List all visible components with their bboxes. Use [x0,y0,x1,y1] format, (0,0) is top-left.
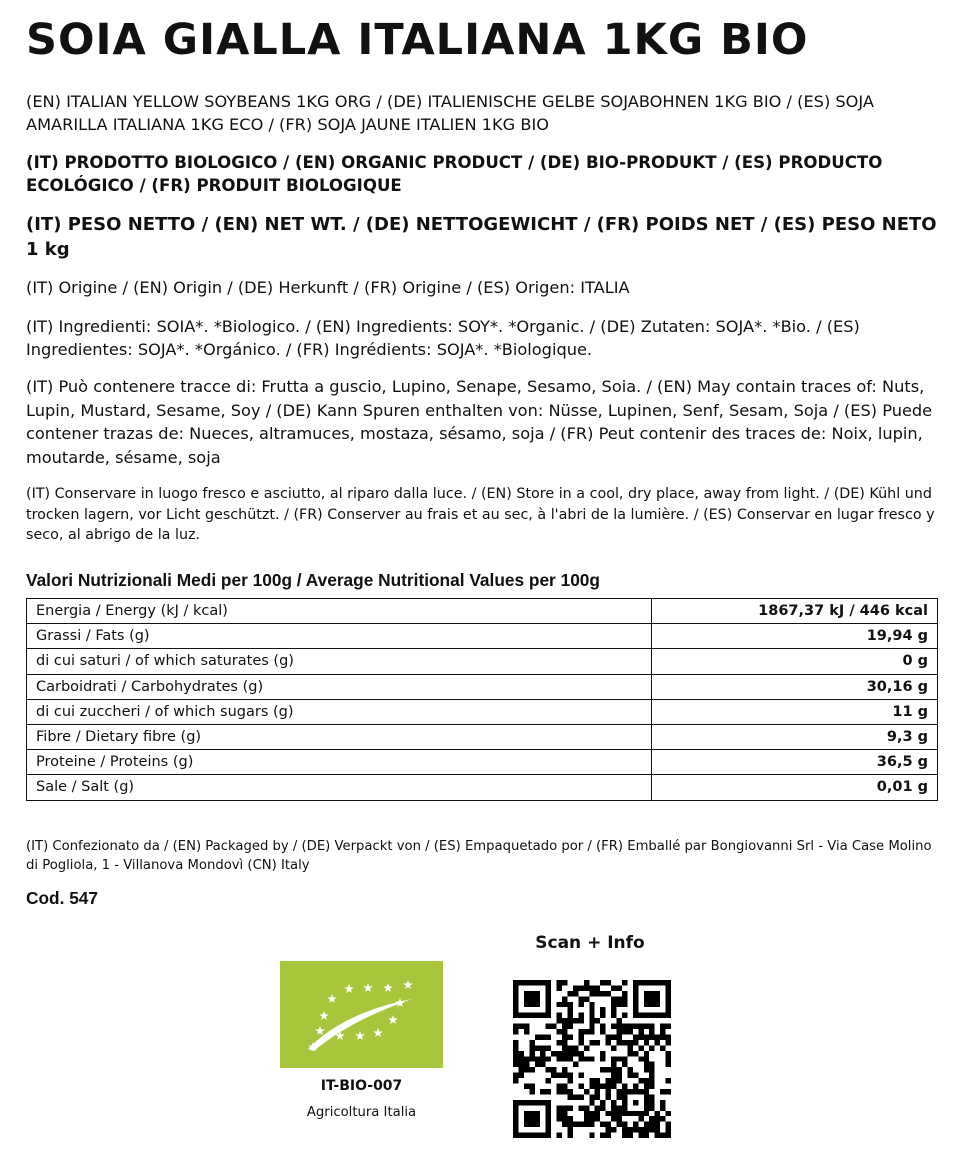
nutrient-label: Fibre / Dietary fibre (g) [27,724,652,749]
organic-statement: (IT) PRODOTTO BIOLOGICO / (EN) ORGANIC PRODUCT / (DE) BIO-PRODUKT / (ES) PRODUCTO ECOLÓGICO / (FR) PRODUIT BIOLOGIQUE [26,153,883,195]
certification-code: IT-BIO-007 [320,1078,403,1094]
table-row [27,649,938,674]
table-row [27,599,938,624]
net-weight: (IT) PESO NETTO / (EN) NET WT. / (DE) NETTOGEWICHT / (FR) POIDS NET / (ES) PESO NETO 1 kg [26,214,937,260]
nutrient-label: Carboidrati / Carbohydrates (g) [27,674,652,699]
nutrient-label: di cui zuccheri / of which sugars (g) [27,699,652,724]
nutrient-value: 30,16 g [652,674,938,699]
nutrient-label: Sale / Salt (g) [27,775,652,800]
nutrient-value: 0 g [652,649,938,674]
allergens: (IT) Può contenere tracce di: Frutta a guscio, Lupino, Senape, Sesamo, Soia. / (EN) May contain traces of: Nuts, Lupin, Mustard, Sesame, Soy / (DE) Kann Spuren enthalten von: Nüsse, Lupinen, Senf, Sesam, Soja / (ES) Puede contener trazas de: Nueces, altramuces, mostaza, sésamo, soja / (FR) Peut contenir des traces de: Noix, lupin, moutarde, sésame, soja [26,377,933,467]
origin: (IT) Origine / (EN) Origin / (DE) Herkunft / (FR) Origine / (ES) Origen: ITALIA [26,278,630,297]
product-code: Cod. 547 [26,888,99,908]
nutrient-value: 11 g [652,699,938,724]
nutrient-label: Energia / Energy (kJ / kcal) [27,599,652,624]
table-row [27,624,938,649]
product-translations: (EN) ITALIAN YELLOW SOYBEANS 1KG ORG / (DE) ITALIENISCHE GELBE SOJABOHNEN 1KG BIO / (ES) SOJA AMARILLA ITALIANA 1KG ECO / (FR) SOJA JAUNE ITALIEN 1KG BIO [26,92,874,134]
product-title: SOIA GIALLA ITALIANA 1KG BIO [26,15,809,65]
qr-code-icon[interactable] [513,980,671,1138]
qr-code-graphic [513,980,671,1138]
nutrient-label: Grassi / Fats (g) [27,624,652,649]
leaf-stars-icon [280,961,443,1068]
packer-info: (IT) Confezionato da / (EN) Packaged by / (DE) Verpackt von / (ES) Empaquetado por / (FR) Emballé par Bongiovanni Srl - Via Case Molino di Pogliola, 1 - Villanova Mondovì (CN) Italy [26,839,932,873]
certification-subtitle: Agricoltura Italia [306,1105,417,1120]
nutrient-label: Proteine / Proteins (g) [27,750,652,775]
nutrient-value: 19,94 g [652,624,938,649]
table-row [27,674,938,699]
nutrient-label: di cui saturi / of which saturates (g) [27,649,652,674]
nutrition-table [26,598,938,801]
table-row [27,775,938,800]
nutrient-value: 9,3 g [652,724,938,749]
table-row [27,724,938,749]
table-row [27,699,938,724]
nutrition-title: Valori Nutrizionali Medi per 100g / Average Nutritional Values per 100g [26,570,600,590]
nutrient-value: 36,5 g [652,750,938,775]
storage-instructions: (IT) Conservare in luogo fresco e asciutto, al riparo dalla luce. / (EN) Store in a cool, dry place, away from light. / (DE) Kühl und trocken lagern, vor Licht geschützt. / (FR) Conserver au frais et au sec, à l'abri de la lumière. / (ES) Conservar en lugar fresco y seco, al abrigo de la luz. [26,486,935,543]
eu-organic-leaf-logo [280,961,443,1068]
nutrient-value: 0,01 g [652,775,938,800]
qr-caption: Scan + Info [535,933,645,953]
nutrient-value: 1867,37 kJ / 446 kcal [652,599,938,624]
table-row [27,750,938,775]
ingredients: (IT) Ingredienti: SOIA*. *Biologico. / (EN) Ingredients: SOY*. *Organic. / (DE) Zutaten: SOJA*. *Bio. / (ES) Ingredientes: SOJA*. *Orgánico. / (FR) Ingrédients: SOJA*. *Biologique. [26,317,860,359]
